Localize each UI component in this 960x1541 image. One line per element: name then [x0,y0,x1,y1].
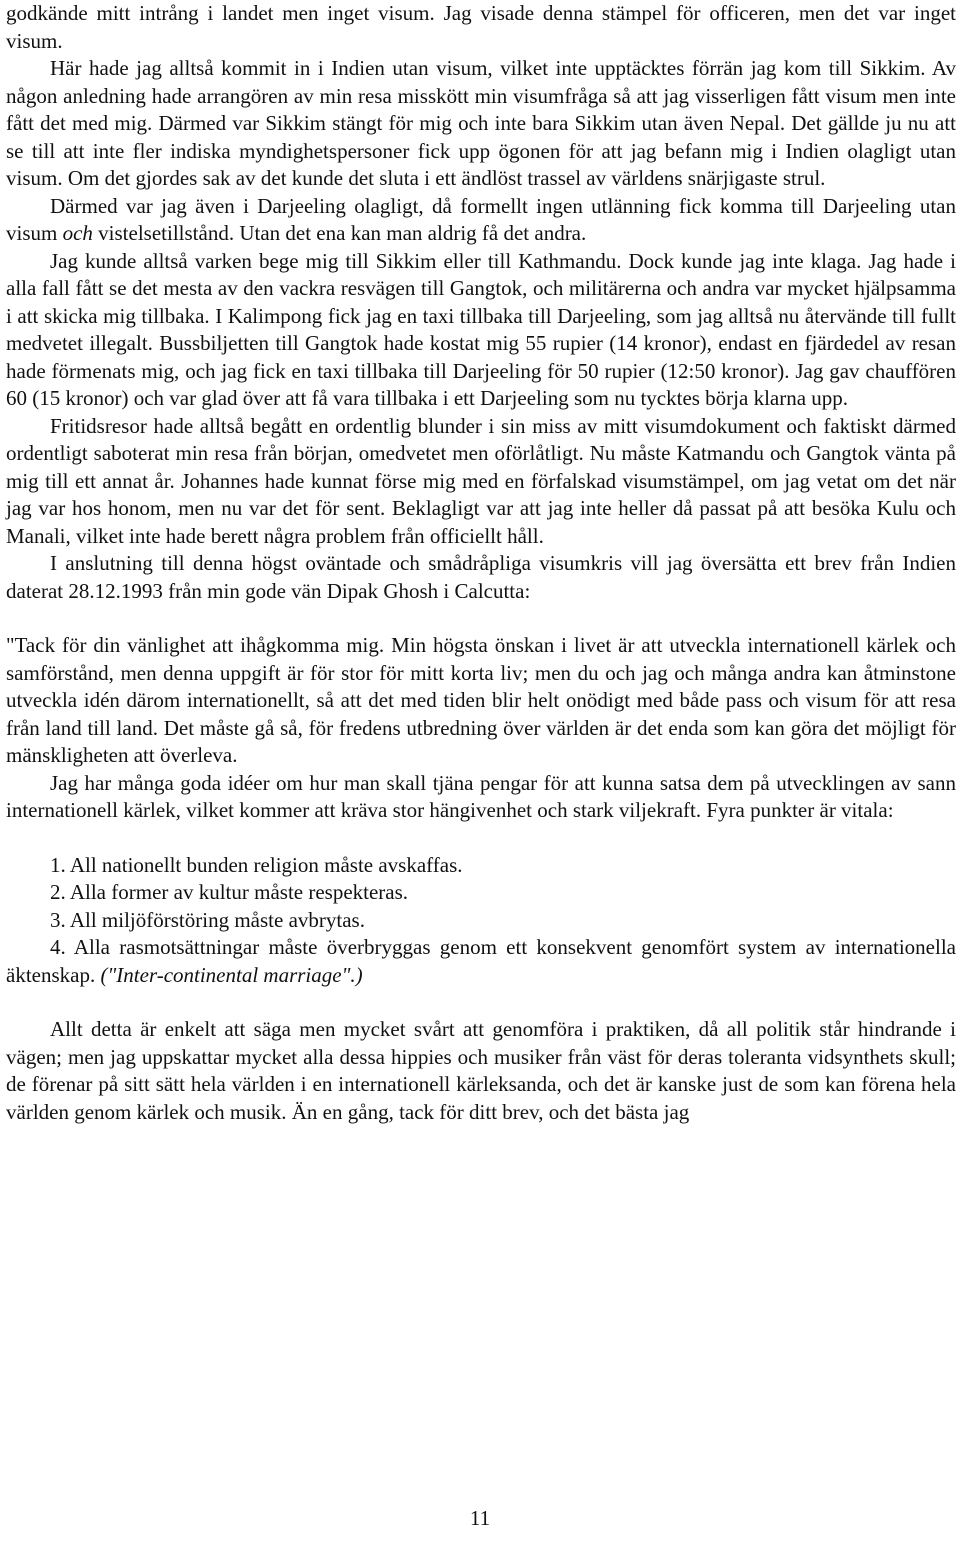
paragraph-darjeeling-text-a: Därmed var jag även i Darjeeling olagligt, då formellt ingen utlänning fick komma till Darjeeling utan visum [6,193,956,245]
blank-line [6,825,956,852]
list-item: 2. Alla former av kultur måste respekteras. [50,880,409,904]
paragraph-fritidsresor: Fritidsresor hade alltså begått en ordentlig blunder i sin miss av mitt visumdokument och faktiskt därmed ordentligt saboterat min resa från början, omedvetet men oförlåtligt. Nu måste Katmandu och Gangtok vänta på mig till ett annat år. Johannes hade kunnat förse mig med en förfalskad visumstämpel, om jag vetat om det när jag var hos honom, men nu var det för sent. Beklagligt var att jag inte heller då passat på att besöka Kulu och Manali, vilket inte hade berett några problem från officiellt håll. [6,413,956,548]
blank-line [6,989,956,1016]
list-item: 1. All nationellt bunden religion måste avskaffas. [50,852,463,877]
list-item-italic-note: ("Inter-continental marriage".) [100,962,363,987]
list-item [6,934,956,989]
paragraph-darjeeling-text-b: vistelsetillstånd. Utan det ena kan man aldrig få det andra. [92,221,587,245]
numbered-list [6,852,956,990]
list-item-text: 4. Alla rasmotsättningar måste överbryggas genom ett konsekvent genomfört system av internationella äktenskap. [6,935,956,987]
paragraph-darjeeling [6,193,956,248]
paragraph-visa-sikkim: Här hade jag alltså kommit in i Indien utan visum, vilket inte upptäcktes förrän jag kom till Sikkim. Av någon anledning hade arrangören av min resa misskött min visumfråga så att jag visserligen fått visum men inte fått det med mig. Därmed var Sikkim stängt för mig och inte bara Sikkim utan även Nepal. Det gällde ju nu att se till att inte fler indiska myndighetspersoner fick upp ögonen för att jag befann mig i Indien olagligt utan visum. Om det gjordes sak av det kunde det sluta i ett ändlöst trassel av världens snärjigaste strul. [6,56,956,190]
paragraph-letter-closing: Allt detta är enkelt att säga men mycket svårt att genomföra i praktiken, då all politik står hindrande i vägen; men jag uppskattar mycket alla dessa hippies och musiker från väst för deras toleranta vidsynthets skull; de förenar på sitt sätt hela världen i en internationell kärleksanda, och det är kanske just de som kan förena hela världen genom kärlek och musik. Än en gång, tack för ditt brev, och det bästa jag [6,1017,956,1124]
emphasis-och: och [62,221,93,245]
paragraph-kalimpong-taxi: Jag kunde alltså varken bege mig till Sikkim eller till Kathmandu. Dock kunde jag inte klaga. Jag hade i alla fall fått se det mesta av den vackra resvägen till Gangtok, och militärerna och andra var mycket hjälpsamma i att skicka mig tillbaka. I Kalimpong fick jag en taxi tillbaka till Darjeeling, som jag alltså nu återvände till fullt medvetet illegalt. Bussbiljetten till Gangtok hade kostat mig 55 rupier (14 kronor), endast en fjärdedel av resan hade förmenats mig, och jag fick en taxi tillbaka till Darjeeling för 50 rupier (12:50 kronor). Jag gav chauffören 60 (15 kronor) och var glad över att få vara tillbaka i ett Darjeeling som nu tycktes börja klarna upp. [6,248,956,410]
list-item: 3. All miljöförstöring måste avbrytas. [50,907,365,932]
blank-line [6,605,956,632]
paragraph-letter-intro: I anslutning till denna högst oväntade och smådråpliga visumkris vill jag översätta ett brev från Indien daterat 28.12.1993 från min gode vän Dipak Ghosh i Calcutta: [6,551,956,603]
document-page [6,0,956,1126]
paragraph-letter-ideas: Jag har många goda idéer om hur man skall tjäna pengar för att kunna satsa dem på utvecklingen av sann internationell kärlek, vilket kommer att kräva stor hängivenhet och stark viljekraft. Fyra punkter är vitala: [6,770,956,822]
paragraph-continuation: godkände mitt intrång i landet men inget visum. Jag visade denna stämpel för officeren, men det var inget visum. [6,1,956,53]
paragraph-letter-quote: "Tack för din vänlighet att ihågkomma mig. Min högsta önskan i livet är att utveckla internationell kärlek och samförstånd, men denna uppgift är för stor för mitt korta liv; men du och jag och många andra kan åtminstone utveckla idén därom internationellt, så att det med tiden blir helt onödigt med både pass och visum för att resa från land till land. Det måste gå så, för fredens utbredning över världen är det enda som kan göra det möjligt för mänskligheten att överleva. [6,633,956,767]
page-number: 11 [469,1506,491,1530]
